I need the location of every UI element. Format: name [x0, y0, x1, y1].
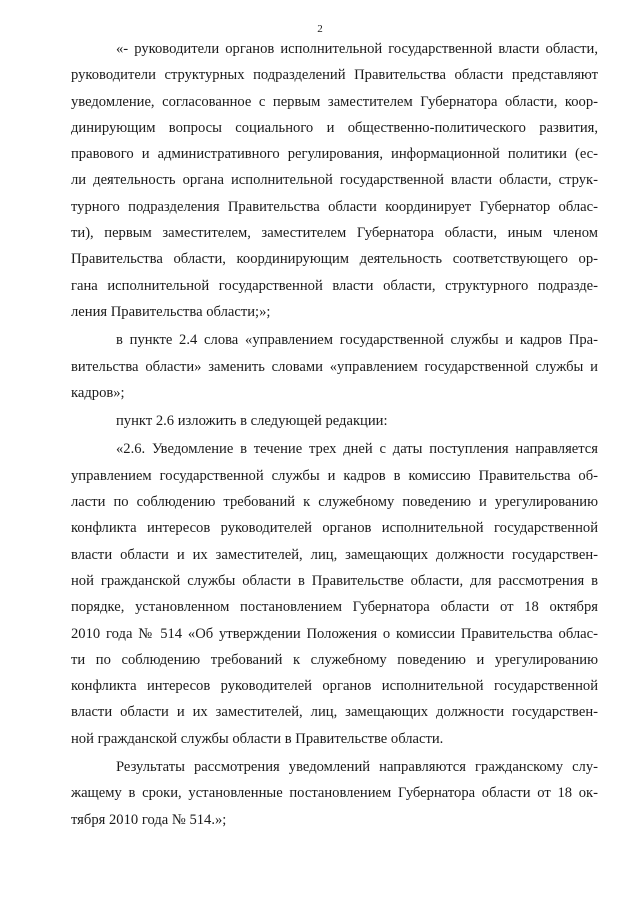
- text-line: управлением государственной службы и кадров в комиссию Правительства об-: [71, 467, 598, 484]
- document-body: [71, 36, 598, 833]
- text-line: Правительства области, координирующим деятельность соответствующего ор-: [71, 251, 598, 268]
- text-line: «2.6. Уведомление в течение трех дней с даты поступления направляется: [116, 441, 598, 458]
- text-line: Результаты рассмотрения уведомлений направляются гражданскому слу-: [116, 759, 598, 776]
- text-line: «- руководители органов исполнительной государственной власти области,: [116, 41, 598, 57]
- text-line: динирующим вопросы социального и общественно-политического развития,: [71, 119, 598, 136]
- text-line: вительства области» заменить словами «управлением государственной службы и: [71, 358, 598, 375]
- text-line: ласти по соблюдению требований к служебному поведению и урегулированию: [71, 494, 598, 511]
- text-line: конфликта интересов руководителей органов исполнительной государственной: [71, 678, 598, 695]
- text-line: порядке, установленном постановлением Губернатора области от 18 октября: [71, 599, 598, 616]
- text-line: ли деятельность органа исполнительной государственной власти области, струк-: [71, 172, 598, 189]
- paragraph: [116, 408, 598, 434]
- text-line: ной гражданской службы области в Правительстве области.: [71, 730, 444, 747]
- text-line: в пункте 2.4 слова «управлением государственной службы и кадров Пра-: [116, 332, 598, 349]
- text-line: ти), первым заместителем, заместителем Губернатора области, иным членом: [71, 225, 598, 242]
- text-line: руководители структурных подразделений Правительства области представляют: [71, 67, 598, 84]
- text-line: тября 2010 года № 514.»;: [71, 811, 227, 828]
- text-line: власти области и их заместителей, лиц, замещающих должности государствен-: [71, 704, 598, 721]
- text-line: ной гражданской службы области в Правительстве области, для рассмотрения в: [71, 572, 598, 589]
- paragraph: [71, 327, 598, 406]
- text-line: ления Правительства области;»;: [71, 303, 271, 320]
- text-line: пункт 2.6 изложить в следующей редакции:: [116, 413, 388, 430]
- text-line: 2010 года № 514 «Об утверждении Положения о комиссии Правительства облас-: [71, 625, 598, 642]
- page-number: 2: [317, 23, 323, 35]
- text-line: жащему в сроки, установленные постановлением Губернатора области от 18 ок-: [71, 785, 598, 802]
- text-line: гана исполнительной государственной власти области, структурного подразде-: [71, 277, 598, 294]
- paragraph: [71, 436, 598, 752]
- text-line: ти по соблюдению требований к служебному поведению и урегулированию: [71, 651, 598, 668]
- text-line: уведомление, согласованное с первым заместителем Губернатора области, коор-: [71, 93, 598, 110]
- text-line: кадров»;: [71, 384, 125, 401]
- text-line: турного подразделения Правительства области координирует Губернатор облас-: [71, 198, 598, 215]
- text-line: правового и административного регулирования, информационной политики (ес-: [71, 146, 598, 163]
- paragraph: [71, 754, 598, 833]
- paragraph: [71, 36, 598, 325]
- text-line: конфликта интересов руководителей органов исполнительной государственной: [71, 520, 598, 537]
- text-line: власти области и их заместителей, лиц, замещающих должности государствен-: [71, 546, 598, 563]
